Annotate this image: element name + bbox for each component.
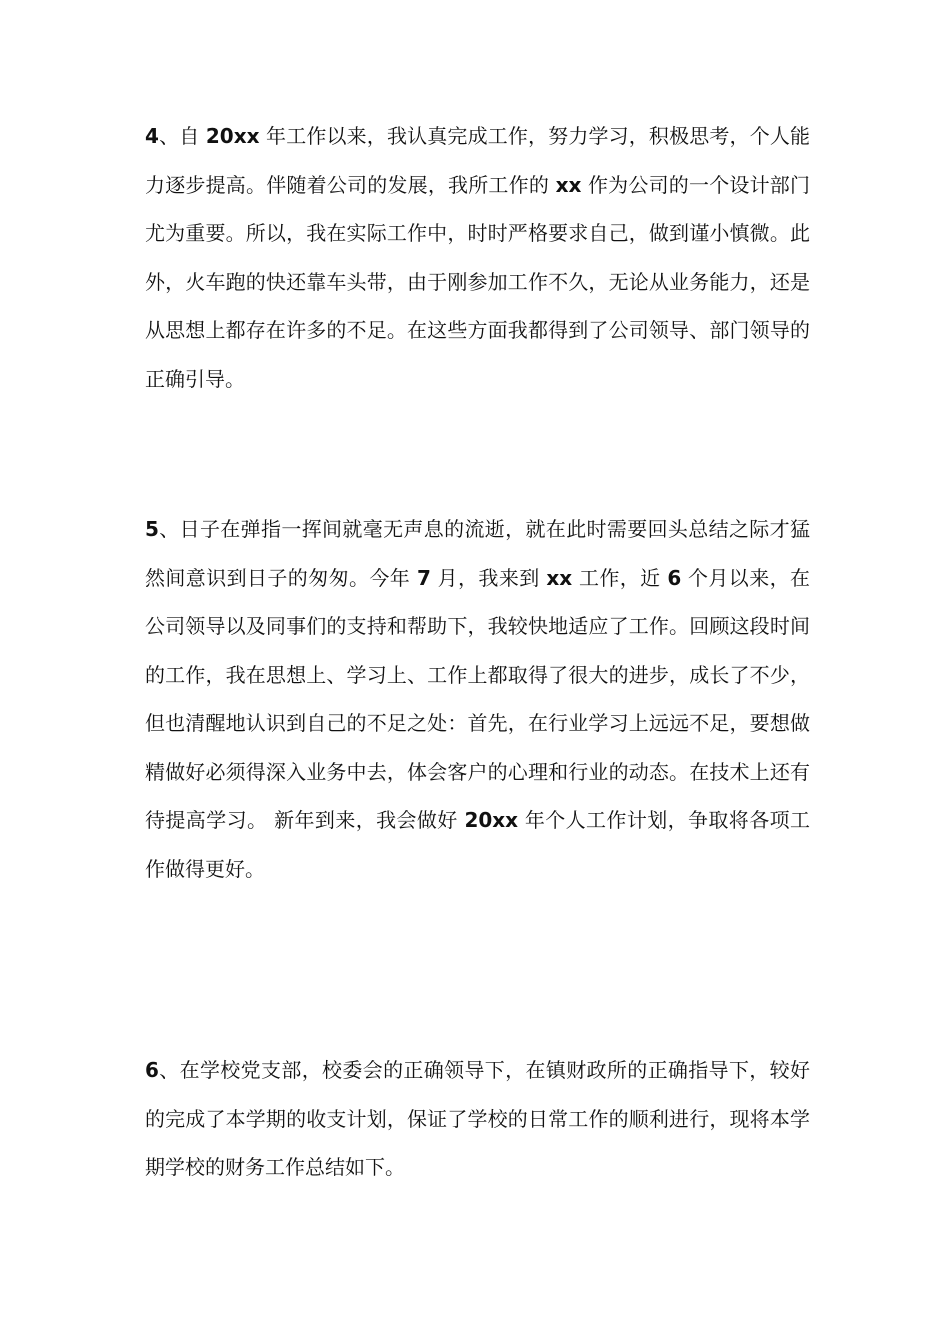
paragraph-number: 5 xyxy=(145,517,159,541)
paragraph-6 xyxy=(145,1046,810,1192)
paragraph-number: 4 xyxy=(145,124,159,148)
paragraph-text-run: 工作，近 xyxy=(572,565,668,590)
paragraph-text-run: 年工作以来，我认真完成工作，努力学习，积极思考，个人能力逐步提高。伴随着公司的发展，我所工作的 xyxy=(145,124,810,197)
paragraph-number: 6 xyxy=(145,1058,159,1082)
placeholder-value: xx xyxy=(555,172,582,197)
paragraph-5 xyxy=(145,505,810,893)
paragraph-text-run: 个月以来，在公司领导以及同事们的支持和帮助下，我较快地适应了工作。回顾这段时间的工作，我在思想上、学习上、工作上都取得了很大的进步，成长了不少，但也清醒地认识到自己的不足之处：首先，在行业学习上远远不足，要想做精做好必须得深入业务中去，体会客户的心理和行业的动态。在技术上还有待提高学习。 新年到来，我会做好 xyxy=(145,565,811,832)
paragraph-text-run: 、在学校党支部，校委会的正确领导下，在镇财政所的正确指导下，较好的完成了本学期的收支计划，保证了学校的日常工作的顺利进行，现将本学期学校的财务工作总结如下。 xyxy=(145,1058,810,1179)
paragraph-text-run: 年个人工作计划，争取将各项工作做得更好。 xyxy=(145,808,810,881)
paragraph-text-run: 作为公司的一个设计部门尤为重要。所以，我在实际工作中，时时严格要求自己，做到谨小慎微。此外，火车跑的快还靠车头带，由于刚参加工作不久，无论从业务能力，还是从思想上都存在许多的不足。在这些方面我都得到了公司领导、部门领导的正确引导。 xyxy=(145,172,811,391)
months-count-value: 6 xyxy=(667,565,682,590)
year-value: 20xx xyxy=(464,808,519,832)
paragraph-4 xyxy=(145,112,810,403)
paragraph-text-run: 、自 xyxy=(158,124,206,148)
placeholder-value: xx xyxy=(546,565,573,590)
paragraph-text-run: 月，我来到 xyxy=(430,565,547,590)
month-value: 7 xyxy=(416,565,431,590)
paragraph-text-run: 、日子在弹指一挥间就毫无声息的流逝，就在此时需要回头总结之际才猛然间意识到日子的匆匆。今年 xyxy=(145,517,810,590)
year-value: 20xx xyxy=(205,124,260,148)
